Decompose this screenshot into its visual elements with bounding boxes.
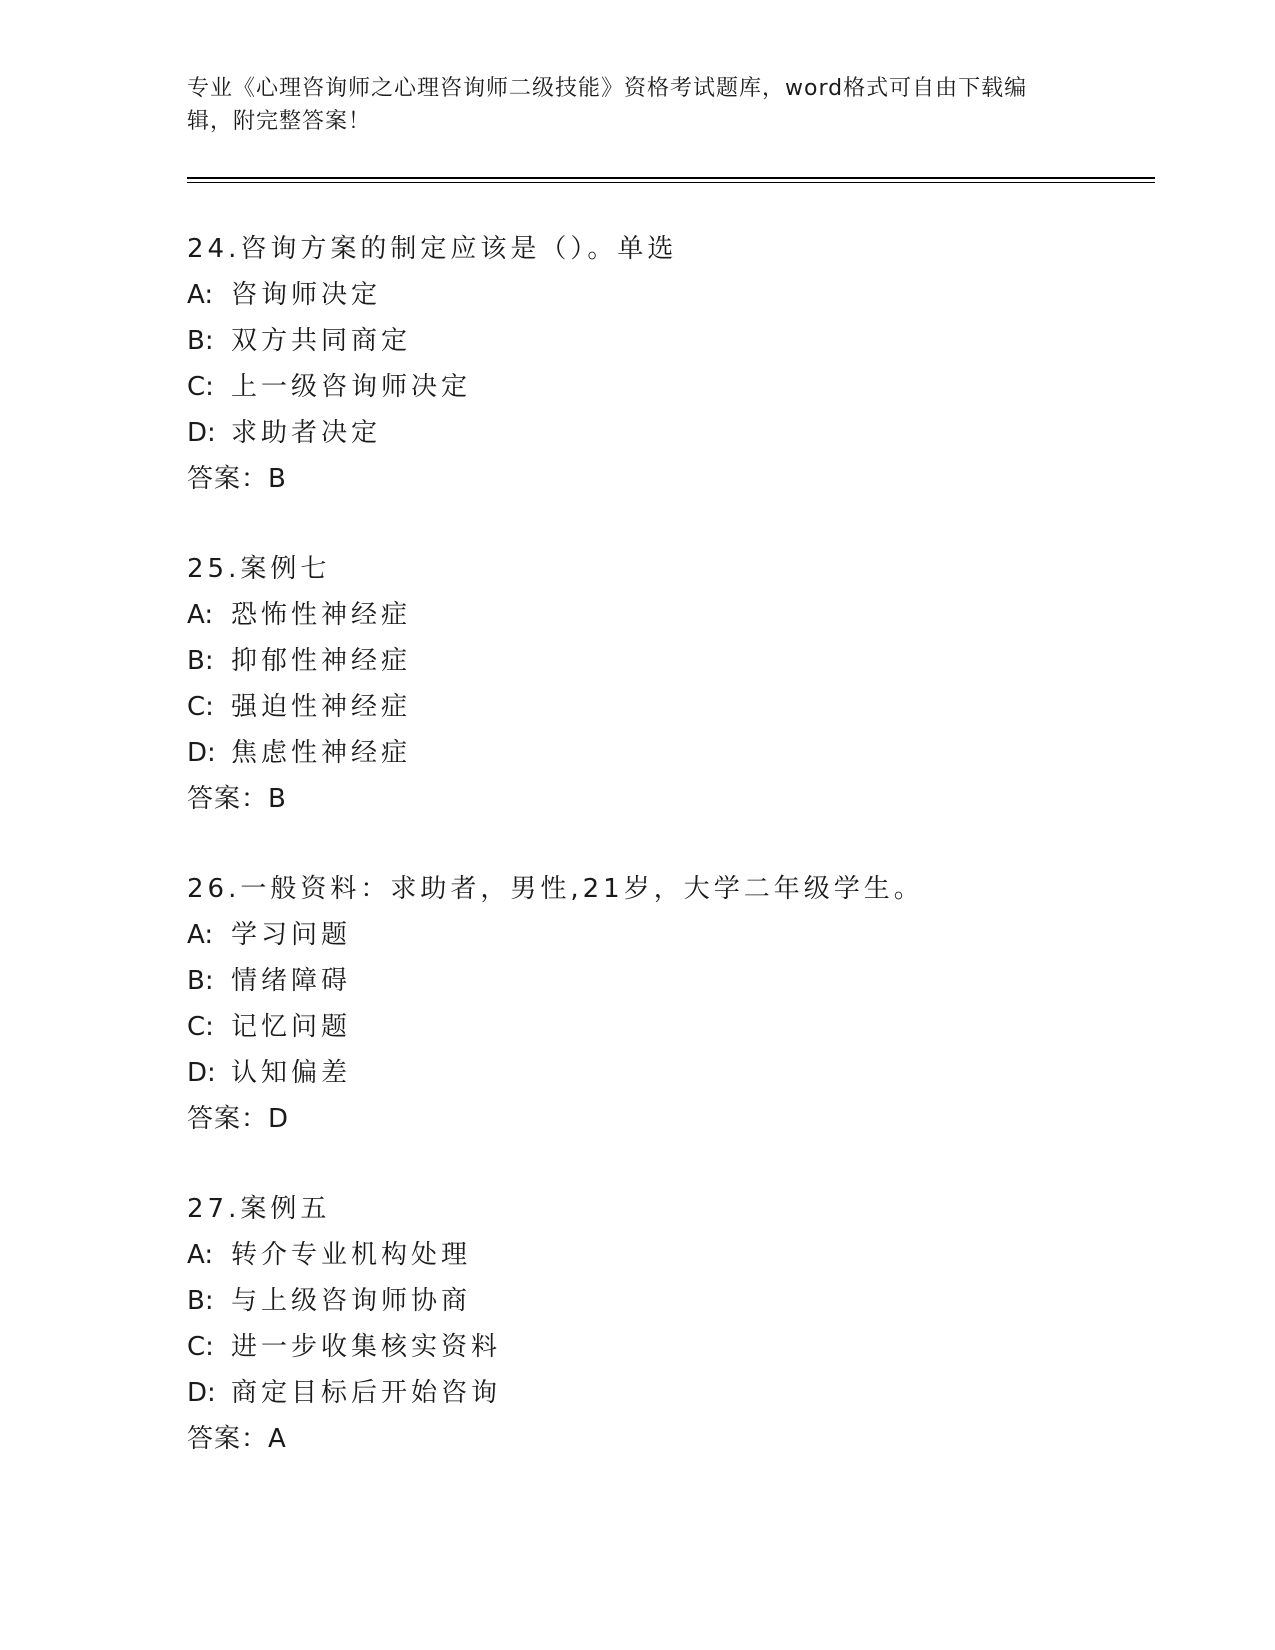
option-text: 咨询师决定 bbox=[231, 280, 382, 310]
option-c bbox=[187, 684, 1147, 730]
option-text: 抑郁性神经症 bbox=[231, 646, 412, 676]
question-stem: 25.案例七 bbox=[187, 554, 331, 584]
option-text: 上一级咨询师决定 bbox=[231, 372, 472, 402]
option-letter: C: bbox=[187, 692, 214, 722]
answer-line: 答案：B bbox=[187, 464, 287, 494]
option-letter: A: bbox=[187, 1240, 214, 1270]
question-block bbox=[187, 226, 1147, 502]
header-rule-thick bbox=[187, 177, 1155, 179]
option-text: 记忆问题 bbox=[231, 1012, 352, 1042]
header-rule-thin bbox=[187, 182, 1155, 183]
answer-line: 答案：D bbox=[187, 1104, 290, 1134]
answer-line: 答案：B bbox=[187, 784, 287, 814]
option-letter: A: bbox=[187, 600, 214, 630]
question-stem: 27.案例五 bbox=[187, 1194, 331, 1224]
option-text: 商定目标后开始咨询 bbox=[231, 1378, 502, 1408]
option-b bbox=[187, 1278, 1147, 1324]
option-letter: B: bbox=[187, 966, 214, 996]
option-letter: A: bbox=[187, 280, 214, 310]
option-text: 转介专业机构处理 bbox=[231, 1240, 472, 1270]
document-intro: 专业《心理咨询师之心理咨询师二级技能》资格考试题库，word格式可自由下载编辑，附完整答案！ bbox=[187, 76, 1028, 134]
option-letter: A: bbox=[187, 920, 214, 950]
option-b bbox=[187, 638, 1147, 684]
option-c bbox=[187, 1004, 1147, 1050]
question-stem: 26.一般资料：求助者，男性,21岁，大学二年级学生。 bbox=[187, 874, 924, 904]
option-c bbox=[187, 1324, 1147, 1370]
option-c bbox=[187, 364, 1147, 410]
option-a bbox=[187, 912, 1147, 958]
question-stem: 24.咨询方案的制定应该是（）。单选 bbox=[187, 234, 678, 264]
option-a bbox=[187, 272, 1147, 318]
option-letter: C: bbox=[187, 1012, 214, 1042]
question-block bbox=[187, 866, 1147, 1142]
option-d bbox=[187, 1050, 1147, 1096]
option-text: 求助者决定 bbox=[231, 418, 382, 448]
answer-line: 答案：A bbox=[187, 1424, 287, 1454]
option-letter: C: bbox=[187, 372, 214, 402]
option-b bbox=[187, 958, 1147, 1004]
option-text: 学习问题 bbox=[231, 920, 352, 950]
option-letter: D: bbox=[187, 738, 216, 768]
option-letter: B: bbox=[187, 646, 214, 676]
option-b bbox=[187, 318, 1147, 364]
option-text: 与上级咨询师协商 bbox=[231, 1286, 472, 1316]
option-text: 焦虑性神经症 bbox=[231, 738, 412, 768]
option-a bbox=[187, 592, 1147, 638]
option-d bbox=[187, 730, 1147, 776]
option-text: 认知偏差 bbox=[231, 1058, 352, 1088]
question-block bbox=[187, 546, 1147, 822]
option-letter: B: bbox=[187, 326, 214, 356]
option-d bbox=[187, 410, 1147, 456]
option-text: 恐怖性神经症 bbox=[231, 600, 412, 630]
option-letter: D: bbox=[187, 1058, 216, 1088]
option-text: 进一步收集核实资料 bbox=[231, 1332, 502, 1362]
option-text: 情绪障碍 bbox=[231, 966, 352, 996]
option-letter: D: bbox=[187, 1378, 216, 1408]
option-a bbox=[187, 1232, 1147, 1278]
option-letter: D: bbox=[187, 418, 216, 448]
option-text: 双方共同商定 bbox=[231, 326, 412, 356]
option-text: 强迫性神经症 bbox=[231, 692, 412, 722]
option-letter: B: bbox=[187, 1286, 214, 1316]
option-letter: C: bbox=[187, 1332, 214, 1362]
option-d bbox=[187, 1370, 1147, 1416]
question-block bbox=[187, 1186, 1147, 1462]
